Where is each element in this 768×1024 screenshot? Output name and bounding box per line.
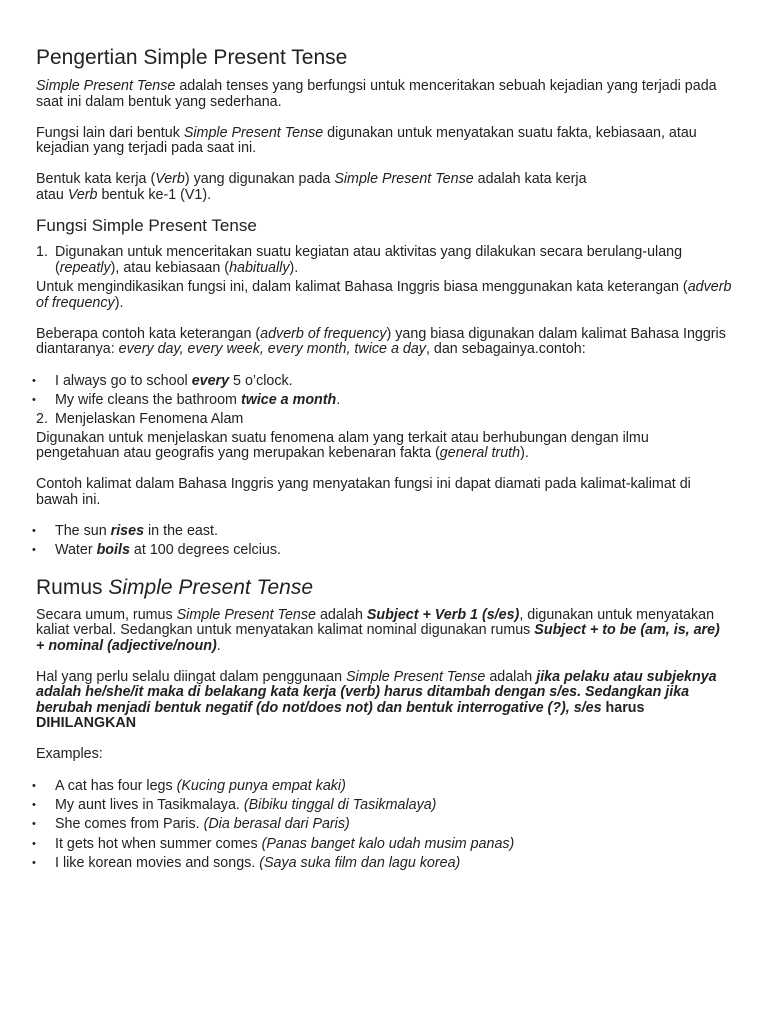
page-title: Pengertian Simple Present Tense <box>36 46 348 69</box>
document-page <box>32 44 732 873</box>
list-item <box>32 796 732 815</box>
list-item-text: The sun rises in the east. <box>55 523 218 540</box>
bullet-icon: • <box>32 393 36 406</box>
bullet-icon: • <box>32 544 36 557</box>
bullet-icon: • <box>32 837 36 850</box>
function-paragraph: Fungsi lain dari bentuk Simple Present Tense digunakan untuk menyatakan suatu fakta, kebiasaan, atau kejadian yang terjadi pada saat ini. <box>36 124 697 156</box>
list-item <box>32 372 732 391</box>
list-item-text: My aunt lives in Tasikmalaya. (Bibiku tinggal di Tasikmalaya) <box>55 796 437 813</box>
list-item <box>32 391 732 410</box>
bullet-icon: • <box>32 779 36 792</box>
item-text: Digunakan untuk menceritakan suatu kegiatan atau aktivitas yang dilakukan secara berulang-ulang (repeatly), atau kebiasaan (habitually). <box>55 244 683 276</box>
adverb-paragraph: Untuk mengindikasikan fungsi ini, dalam kalimat Bahasa Inggris biasa menggunakan kata keterangan (adverb of frequency). <box>36 279 732 311</box>
list-item <box>32 854 732 873</box>
bullet-icon: • <box>32 374 36 387</box>
list-item <box>32 777 732 796</box>
rule-paragraph: Hal yang perlu selalu diingat dalam penggunaan Simple Present Tense adalah jika pelaku atau subjeknya adalah he/she/it maka di belakang kata kerja (verb) harus ditambah dengan s/es. Sedangkan jika berubah menjadi bentuk negatif (do not/does not) dan bentuk interrogative (?), s/es harus DIHILANGKAN <box>36 668 717 732</box>
habit-example-list <box>32 372 732 411</box>
list-item-text: A cat has four legs (Kucing punya empat kaki) <box>55 777 346 794</box>
numbered-item-1 <box>36 245 732 276</box>
examples-label: Examples: <box>36 746 103 763</box>
list-item-text: She comes from Paris. (Dia berasal dari Paris) <box>55 816 350 833</box>
item-number: 1. <box>36 244 48 260</box>
verb-form-line-2: atau Verb bentuk ke-1 (V1). <box>36 186 212 203</box>
bullet-icon: • <box>32 856 36 869</box>
nature-paragraph: Digunakan untuk menjelaskan suatu fenomena alam yang terkait atau berhubungan dengan ilmu pengetahuan atau geografis yang merupakan kebenaran fakta (general truth). <box>36 429 649 462</box>
bullet-icon: • <box>32 525 36 538</box>
list-item <box>32 522 732 541</box>
formula-paragraph: Secara umum, rumus Simple Present Tense adalah Subject + Verb 1 (s/es), digunakan untuk menyatakan kaliat verbal. Sedangkan untuk menyatakan kalimat nominal digunakan rumus Subject + to be (am, is, are) + nominal (adjective/noun). <box>36 606 720 654</box>
verb-form-line-1: Bentuk kata kerja (Verb) yang digunakan pada Simple Present Tense adalah kata kerja <box>36 171 587 187</box>
section-heading-fungsi: Fungsi Simple Present Tense <box>36 216 257 235</box>
section-heading-rumus: Rumus Simple Present Tense <box>36 575 314 599</box>
list-item <box>32 835 732 854</box>
item-text: Menjelaskan Fenomena Alam <box>55 411 244 428</box>
list-item-text: Water boils at 100 degrees celcius. <box>55 542 281 559</box>
list-item-text: I always go to school every 5 o’clock. <box>55 372 293 389</box>
bullet-icon: • <box>32 798 36 811</box>
nature-examples-paragraph: Contoh kalimat dalam Bahasa Inggris yang menyatakan fungsi ini dapat diamati pada kalimat-kalimat di bawah ini. <box>36 476 691 508</box>
list-item-text: It gets hot when summer comes (Panas banget kalo udah musim panas) <box>55 835 515 852</box>
adverb-examples-paragraph: Beberapa contoh kata keterangan (adverb of frequency) yang biasa digunakan dalam kalimat Bahasa Inggris diantaranya: every day, every week, every month, twice a day, dan sebagainya.contoh: <box>36 325 726 357</box>
bullet-icon: • <box>32 818 36 831</box>
examples-list <box>32 777 732 873</box>
intro-paragraph: Simple Present Tense adalah tenses yang berfungsi untuk menceritakan sebuah kejadian yang terjadi pada saat ini dalam bentuk yang sederhana. <box>36 78 717 110</box>
verb-form-paragraph <box>36 172 732 203</box>
item-number: 2. <box>36 411 48 428</box>
list-item-text: I like korean movies and songs. (Saya suka film dan lagu korea) <box>55 854 461 871</box>
nature-example-list <box>32 522 732 561</box>
list-item-text: My wife cleans the bathroom twice a month. <box>55 391 341 408</box>
list-item <box>32 541 732 560</box>
numbered-item-2 <box>36 412 732 428</box>
list-item <box>32 815 732 834</box>
